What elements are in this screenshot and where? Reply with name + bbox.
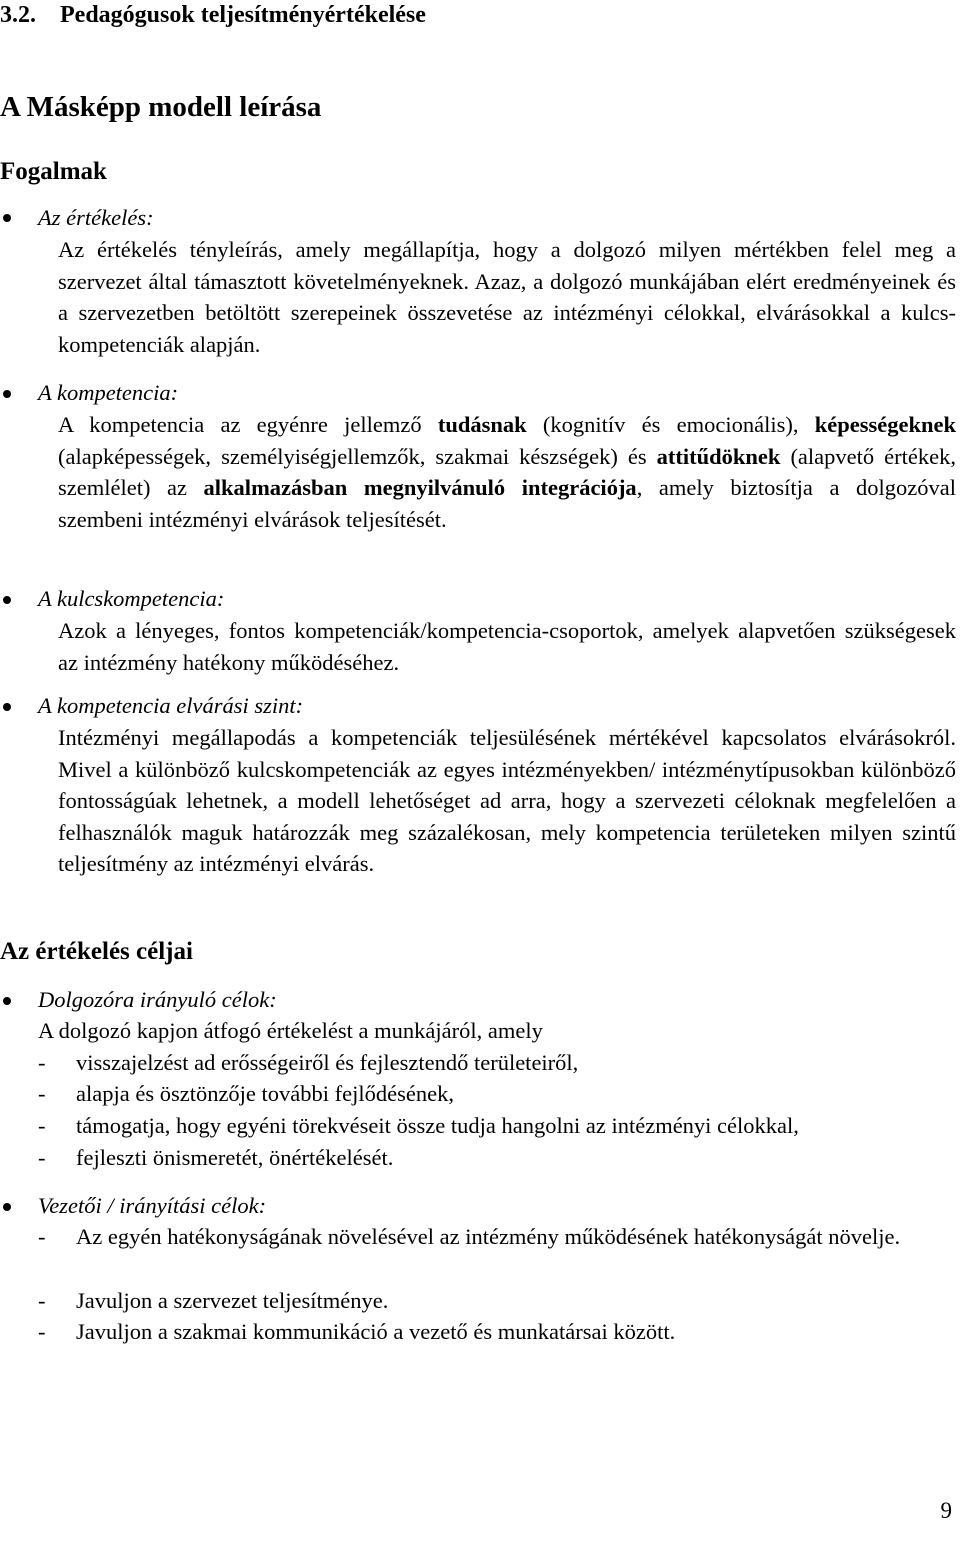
goal-group-label-vezetoi: Vezetői / irányítási célok: — [38, 1193, 267, 1218]
text-segment: (alapképességek, személyiségjellemzők, szakmai készségek) és — [58, 443, 657, 469]
term-label-kompetencia: A kompetencia: — [38, 380, 179, 405]
section-heading — [0, 0, 426, 32]
bold-term-kepesseg: képességeknek — [814, 412, 956, 437]
page-number: 9 — [940, 1498, 952, 1523]
bullet-icon — [3, 596, 11, 604]
section-number: 3.2. — [0, 2, 36, 28]
dash-marker: - — [38, 1050, 46, 1075]
list-item-text: Javuljon a szervezet teljesítménye. — [76, 1288, 389, 1313]
term-body-kulcskompetencia: Azok a lényeges, fontos kompetenciák/kompetencia-csoportok, amelyek alapvetően szükségesek az intézmény hatékony működéséhez. — [58, 618, 956, 675]
fogalmak-heading: Fogalmak — [0, 158, 107, 185]
goal-group-label-dolgozo: Dolgozóra irányuló célok: — [38, 987, 277, 1012]
bold-term-integracio: alkalmazásban megnyilvánuló integrációja — [203, 475, 637, 500]
dash-marker: - — [38, 1319, 46, 1344]
term-body-ertekeles: Az értékelés tényleírás, amely megállapítja, hogy a dolgozó milyen mértékben felel meg a szervezet által támasztott követelményeknek. Azaz, a dolgozó munkájában elért eredményeinek és a szervezetben betöltött szerepeinek összevetése az intézményi célokkal, elvárásokkal a kulcs-kompetenciák alapján. — [58, 237, 956, 357]
bullet-icon — [3, 1203, 11, 1211]
main-title: A Másképp modell leírása — [0, 91, 322, 123]
term-body-elvarasi-szint: Intézményi megállapodás a kompetenciák teljesülésének mértékével kapcsolatos elvárásokról. Mivel a különböző kulcskompetenciák az egyes intézményekben/ intézménytípusokban különböző fontosságúak lehetnek, a modell lehetőséget ad arra, hogy a szervezeti céloknak megfelelően a felhasználók maguk határozzák meg százalékosan, mely kompetencia területeken milyen szintű teljesítmény az intézményi elvárás. — [58, 725, 956, 876]
term-label-elvarasi-szint: A kompetencia elvárási szint: — [38, 693, 304, 718]
bullet-icon — [3, 703, 11, 711]
list-item-text: visszajelzést ad erősségeiről és fejlesztendő területeiről, — [76, 1050, 579, 1075]
dash-marker: - — [38, 1145, 46, 1170]
text-segment: , amely biztosítja a dolgozóval szembeni intézményi elvárások teljesítését. — [58, 475, 956, 532]
celok-heading: Az értékelés céljai — [0, 938, 193, 965]
list-item-text: Az egyén hatékonyságának növelésével az intézmény működésének hatékonyságát növelje. — [76, 1224, 901, 1249]
term-body-kompetencia — [58, 409, 956, 535]
text-segment: A kompetencia az egyénre jellemző — [58, 412, 438, 437]
bold-term-tudas: tudásnak — [437, 412, 527, 437]
text-segment: (kognitív és emocionális), — [526, 412, 815, 437]
bullet-icon — [3, 214, 11, 222]
dash-marker: - — [38, 1288, 46, 1313]
term-label-kulcskompetencia: A kulcskompetencia: — [38, 586, 225, 611]
list-item-text: támogatja, hogy egyéni törekvéseit össze tudja hangolni az intézményi célokkal, — [76, 1113, 799, 1138]
term-label-ertekeles: Az értékelés: — [38, 205, 154, 230]
goal-group-intro: A dolgozó kapjon átfogó értékelést a munkájáról, amely — [38, 1018, 543, 1043]
list-item-text: Javuljon a szakmai kommunikáció a vezető és munkatársai között. — [76, 1319, 676, 1344]
list-item-text: alapja és ösztönzője további fejlődésének, — [76, 1081, 454, 1106]
bullet-icon — [3, 997, 11, 1005]
list-item-text: fejleszti önismeretét, önértékelését. — [76, 1145, 394, 1170]
dash-marker: - — [38, 1081, 46, 1106]
dash-marker: - — [38, 1113, 46, 1138]
bold-term-attitud: attitűdöknek — [656, 443, 781, 469]
section-title: Pedagógusok teljesítményértékelése — [60, 2, 426, 28]
dash-marker: - — [38, 1224, 46, 1249]
bullet-icon — [3, 390, 11, 398]
text-segment: (alapvető értékek, szemlélet) az — [58, 443, 956, 500]
